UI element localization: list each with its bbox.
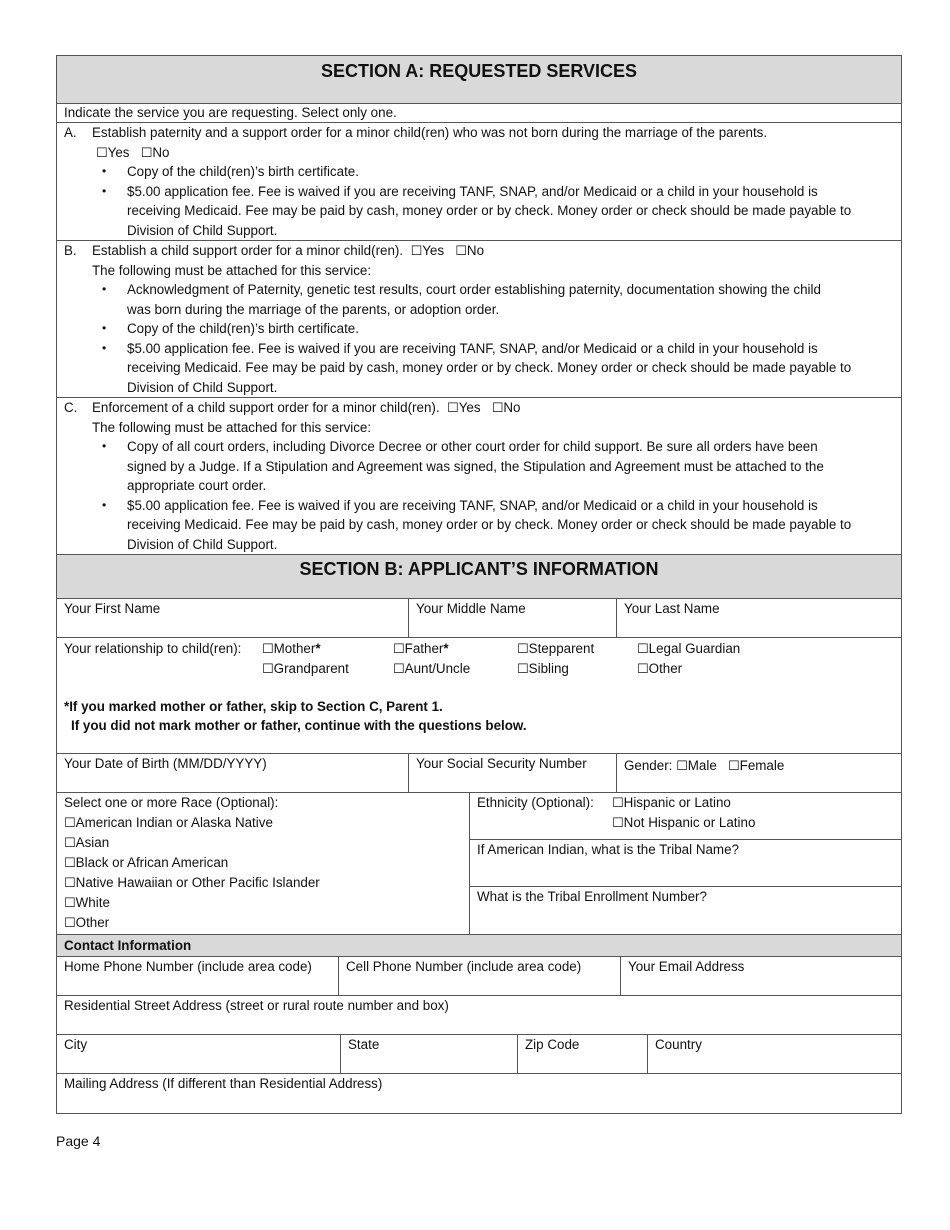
- cell-phone-label: Cell Phone Number (include area code): [346, 959, 582, 974]
- skip-note: *If you marked mother or father, skip to Section C, Parent 1.: [64, 699, 443, 714]
- not-hispanic-label: Not Hispanic or Latino: [623, 815, 756, 830]
- option-a-yes-label: Yes: [107, 144, 130, 160]
- option-b-bullet-3-line-2: receiving Medicaid. Fee may be paid by cash, money order or by check. Money order or check should be made payable to: [127, 360, 852, 375]
- gender-label: Gender:: [624, 758, 673, 773]
- option-a-bullet-2-line-3: Division of Child Support.: [127, 222, 278, 238]
- ethnicity-field: [470, 793, 901, 840]
- option-c-no-label: No: [503, 400, 521, 415]
- option-a-bullet-2: $5.00 application fee. Fee is waived if you are receiving TANF, SNAP, and/or Medicaid or a child in your household is: [127, 183, 818, 199]
- black-label: Black or African American: [75, 855, 229, 870]
- option-c-yes-label: Yes: [458, 400, 481, 415]
- bullet-icon: •: [102, 164, 107, 178]
- bullet-icon: •: [102, 282, 107, 296]
- hispanic-checkbox[interactable]: ☐: [612, 796, 624, 811]
- option-a-letter: A.: [64, 125, 77, 140]
- bullet-icon: •: [102, 439, 107, 453]
- other-relationship-checkbox[interactable]: ☐: [637, 662, 649, 677]
- option-a-bullet-1: Copy of the child(ren)’s birth certificate.: [127, 164, 359, 179]
- legal-guardian-label: Legal Guardian: [648, 641, 741, 656]
- contact-header: Contact Information: [57, 935, 901, 957]
- last-name-label: Your Last Name: [624, 601, 720, 616]
- relationship-row: [57, 638, 901, 754]
- legal-guardian-checkbox[interactable]: ☐: [637, 642, 649, 657]
- bullet-icon: •: [102, 321, 107, 335]
- state-field[interactable]: [341, 1035, 518, 1073]
- white-checkbox[interactable]: ☐: [64, 896, 76, 911]
- tribal-number-label: What is the Tribal Enrollment Number?: [477, 889, 707, 904]
- tribal-name-label: If American Indian, what is the Tribal Name?: [477, 842, 739, 857]
- bullet-icon: •: [102, 183, 107, 198]
- first-name-label: Your First Name: [64, 601, 161, 616]
- dob-field[interactable]: [57, 754, 409, 792]
- other-race-checkbox[interactable]: ☐: [64, 916, 76, 931]
- state-label: State: [348, 1037, 380, 1052]
- option-b-bullet-1: Acknowledgment of Paternity, genetic test results, court order establishing paternity, documentation showing the child: [127, 282, 821, 297]
- option-c-bullet-2-line-2: receiving Medicaid. Fee may be paid by cash, money order or by check. Money order or check should be made payable to: [127, 517, 852, 532]
- relationship-label: Your relationship to child(ren):: [64, 641, 242, 656]
- race-ethnicity-row: [57, 793, 901, 935]
- asian-checkbox[interactable]: ☐: [64, 836, 76, 851]
- cell-phone-field[interactable]: [339, 957, 621, 995]
- home-phone-field[interactable]: [57, 957, 339, 995]
- bullet-icon: •: [102, 340, 107, 355]
- option-b-bullet-1-line-2: was born during the marriage of the parents, or adoption order.: [127, 301, 500, 317]
- section-b-title: SECTION B: APPLICANT’S INFORMATION: [57, 554, 901, 599]
- sibling-label: Sibling: [528, 661, 569, 676]
- black-checkbox[interactable]: ☐: [64, 856, 76, 871]
- option-a-no-label: No: [152, 144, 170, 160]
- other-race-label: Other: [75, 915, 110, 930]
- name-row: [57, 599, 901, 638]
- option-b-yes-label: Yes: [422, 243, 445, 258]
- option-b-bullet-2: Copy of the child(ren)’s birth certificate.: [127, 321, 359, 336]
- pacific-islander-label: Native Hawaiian or Other Pacific Islander: [75, 875, 320, 890]
- required-asterisk: *: [443, 641, 449, 656]
- option-c-bullet-1: Copy of all court orders, including Divorce Decree or other court order for child support. Be sure all orders have been: [127, 439, 818, 454]
- bullet-icon: •: [102, 497, 107, 512]
- hispanic-label: Hispanic or Latino: [623, 795, 731, 810]
- phone-row: [57, 957, 901, 996]
- country-label: Country: [655, 1037, 702, 1052]
- gender-field: [617, 754, 901, 792]
- section-a-title: SECTION A: REQUESTED SERVICES: [57, 56, 901, 104]
- option-b-text: Establish a child support order for a minor child(ren).: [92, 243, 404, 258]
- country-field[interactable]: [648, 1035, 901, 1073]
- residential-address-label: Residential Street Address (street or rural route number and box): [64, 998, 449, 1013]
- mother-checkbox[interactable]: ☐: [262, 642, 274, 657]
- male-checkbox[interactable]: ☐: [676, 759, 688, 774]
- female-label: Female: [739, 758, 785, 773]
- option-a: [57, 123, 901, 241]
- option-c-text: Enforcement of a child support order for a minor child(ren).: [92, 400, 440, 415]
- male-label: Male: [687, 758, 717, 773]
- option-b-yes-checkbox[interactable]: ☐: [410, 244, 423, 259]
- option-a-yes-checkbox[interactable]: ☐: [96, 145, 108, 161]
- middle-name-label: Your Middle Name: [416, 601, 526, 616]
- mother-label: Mother*: [273, 641, 321, 656]
- ssn-label: Your Social Security Number: [416, 756, 587, 771]
- tribal-number-field[interactable]: [470, 887, 901, 933]
- dob-label: Your Date of Birth (MM/DD/YYYY): [64, 756, 267, 771]
- option-b-no-checkbox[interactable]: ☐: [455, 244, 467, 259]
- option-b-no-label: No: [466, 243, 485, 258]
- sibling-checkbox[interactable]: ☐: [517, 662, 529, 677]
- zip-field[interactable]: [518, 1035, 648, 1073]
- first-name-field[interactable]: [57, 599, 409, 637]
- father-checkbox[interactable]: ☐: [393, 642, 405, 657]
- section-a-instruction: Indicate the service you are requesting. Select only one.: [57, 104, 901, 123]
- email-field[interactable]: [621, 957, 901, 995]
- option-b-attached: The following must be attached for this service:: [92, 262, 372, 278]
- father-label: Father*: [404, 641, 449, 656]
- continue-note: If you did not mark mother or father, continue with the questions below.: [71, 718, 527, 733]
- residential-address-field[interactable]: [57, 996, 901, 1035]
- option-c-bullet-2: $5.00 application fee. Fee is waived if you are receiving TANF, SNAP, and/or Medicaid or a child in your household is: [127, 497, 818, 513]
- other-relationship-label: Other: [648, 661, 683, 676]
- option-c-letter: C.: [64, 400, 78, 415]
- mailing-address-label: Mailing Address (If different than Residential Address): [64, 1076, 383, 1091]
- city-label: City: [64, 1037, 88, 1052]
- tribal-name-field[interactable]: [470, 840, 901, 887]
- asian-label: Asian: [75, 835, 110, 850]
- not-hispanic-checkbox[interactable]: ☐: [612, 816, 624, 831]
- race-label: Select one or more Race (Optional):: [64, 795, 279, 810]
- pacific-islander-checkbox[interactable]: ☐: [64, 876, 76, 891]
- required-asterisk: *: [315, 641, 321, 656]
- option-a-bullet-2-line-2: receiving Medicaid. Fee may be paid by cash, money order or by check. Money order or check should be made payable to: [127, 203, 852, 218]
- option-c-yes-checkbox[interactable]: ☐: [447, 401, 459, 416]
- american-indian-label: American Indian or Alaska Native: [75, 815, 273, 830]
- last-name-field[interactable]: [617, 599, 901, 637]
- stepparent-label: Stepparent: [528, 641, 595, 656]
- option-b-bullet-3-line-3: Division of Child Support.: [127, 379, 278, 395]
- option-b: [57, 241, 901, 398]
- option-b-bullet-3: $5.00 application fee. Fee is waived if you are receiving TANF, SNAP, and/or Medicaid or a child in your household is: [127, 340, 818, 356]
- page-number: Page 4: [56, 1133, 101, 1149]
- white-label: White: [75, 895, 110, 910]
- email-label: Your Email Address: [628, 959, 745, 974]
- mailing-address-field[interactable]: [57, 1074, 901, 1113]
- city-field[interactable]: [57, 1035, 341, 1073]
- option-c-bullet-1-line-3: appropriate court order.: [127, 478, 267, 493]
- option-c-attached: The following must be attached for this service:: [92, 419, 372, 435]
- city-row: [57, 1035, 901, 1074]
- grandparent-label: Grandparent: [273, 661, 349, 676]
- aunt-uncle-checkbox[interactable]: ☐: [393, 662, 405, 677]
- grandparent-checkbox[interactable]: ☐: [262, 662, 274, 677]
- option-c-bullet-2-line-3: Division of Child Support.: [127, 536, 278, 552]
- option-c-no-checkbox[interactable]: ☐: [491, 401, 504, 416]
- aunt-uncle-label: Aunt/Uncle: [404, 661, 471, 676]
- female-checkbox[interactable]: ☐: [727, 759, 740, 774]
- option-c-bullet-1-line-2: signed by a Judge. If a Stipulation and Agreement was signed, the Stipulation and Agreement must be attached to the: [127, 458, 824, 474]
- race-field: [57, 793, 470, 934]
- dob-row: [57, 754, 901, 793]
- option-a-no-checkbox[interactable]: ☐: [140, 145, 153, 161]
- application-form: [56, 55, 902, 1114]
- ssn-field[interactable]: [409, 754, 617, 792]
- ethnicity-label: Ethnicity (Optional):: [477, 795, 594, 810]
- option-c: [57, 398, 901, 554]
- option-b-letter: B.: [64, 243, 77, 258]
- home-phone-label: Home Phone Number (include area code): [64, 959, 312, 974]
- american-indian-checkbox[interactable]: ☐: [64, 816, 76, 831]
- ethnicity-column: [470, 793, 901, 934]
- option-a-text: Establish paternity and a support order for a minor child(ren) who was not born during the marriage of the parents.: [92, 125, 768, 140]
- middle-name-field[interactable]: [409, 599, 617, 637]
- stepparent-checkbox[interactable]: ☐: [517, 642, 529, 657]
- zip-label: Zip Code: [525, 1037, 580, 1052]
